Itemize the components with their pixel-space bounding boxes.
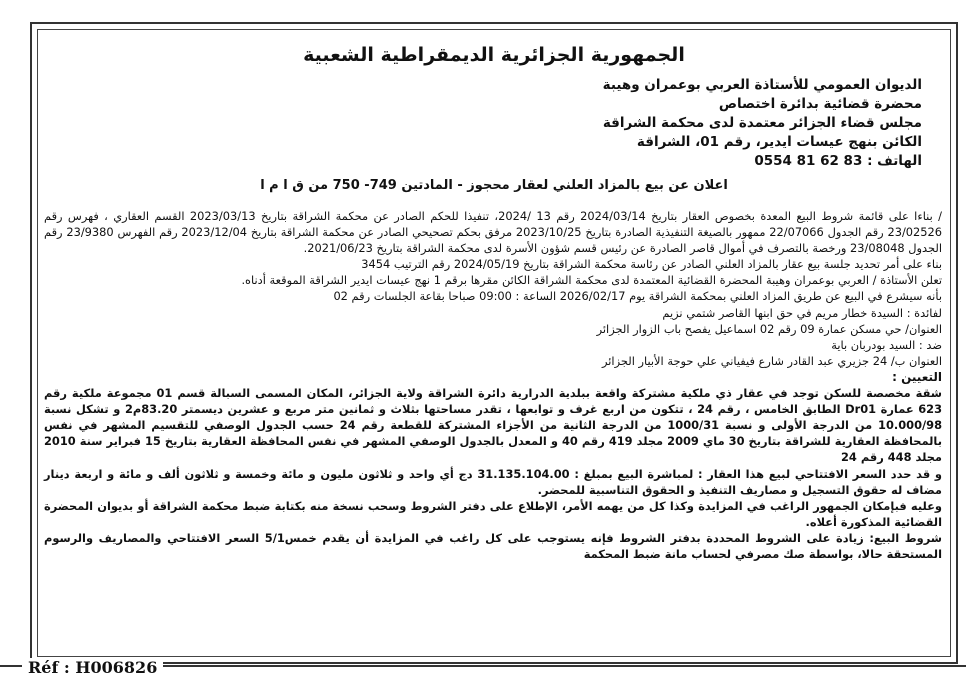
republic-title: الجمهورية الجزائرية الديمقراطية الشعبية [303,44,685,66]
designation-sale-conditions: شروط البيع: زيادة على الشروط المحددة بدفتر الشروط فإنه يستوجب على كل راغب في المزايدة أن يقدم خمس5/1 السعر الافتتاحي والمصاريف والرسوم المستحقة حالا، بواسطة صك مصرفي لحساب مانة ضبط المحكمة [44,530,942,561]
paragraph-debtor-address: العنوان ب/ 24 جزيري عبد القادر شارع فيفياني علي حوجة الأبيار الجزائر [601,353,942,368]
notice-body [44,208,942,562]
office-name: الديوان العمومي للأستاذة العربي بوعمران وهيبة [602,77,922,93]
designation-description: شقة مخصصة للسكن توجد في عقار ذي ملكية مشتركة واقعة ببلدية الدرارية دائرة الشراقة ولاية الجزائر، المكان المسمى السبالة قسم 01 مجموعة ملكية رقم 623 عمارة Dr01 الطابق الخامس ، رقم 24 ، تتكون من اربع غرف و توابعها ، تقدر مساحتها بثلاث و ثمانين متر مربع و عشرين ديسمتر 83.20م2 و تشكل نسبة 10.000/98 من الدرجة الأولى و نسبة 1000/31 من الدرجة الثانية من الأجزاء المشتركة للقطعة رقم 24 حسب الجدول الوصفي للتقسيم المشهر في نفس بالمحافظة العقارية للشراقة بتاريخ 30 ماي 2009 مجلد 419 رقم 40 و المعدل بالجدول الوصفي المشهر في نفس المحافظة العقارية بتاريخ 15 فبراير سنة 2010 مجلد 448 رقم 24 [44,386,943,465]
paragraph-announcer: تعلن الأستاذة / العربي بوعمران وهيبة المحضرة القضائية المعتمدة لدى محكمة الشراقة الكائن مقرها برقم 1 نهج عيسات ايدير الشراقة الموقعة أدناه. [241,273,942,288]
document-frame [30,22,958,664]
paragraph-hearing-order: بناء على أمر تحديد جلسة بيع عقار بالمزاد العلني الصادر عن رئاسة محكمة الشراقة بتاريخ 2024/05/19 رقم الترتيب 3454 [361,257,942,272]
phone-number: 0554 81 62 83 [754,153,863,169]
designation-public-notice: وعليه فبإمكان الجمهور الراغب في المزايدة وكذا كل من يهمه الأمر، الإطلاع على دفتر الشروط وسحب نسخة منه بكتابة ضبط محكمة الشراقة أو بديوان المحضرة القضائية المذكورة أعلاه. [44,498,942,529]
document-inner-border [37,29,951,657]
reference-number: Réf : H006826 [22,658,163,677]
phone-label: الهاتف : [867,153,922,169]
office-header [603,76,922,171]
designation-heading: التعيين : [892,369,942,384]
office-court: مجلس قضاء الجزائر معتمدة لدى محكمة الشراقة [602,115,922,131]
office-address: الكائن بنهج عيسات ايدير، رقم 01، الشراقة [636,134,922,150]
paragraph-beneficiary: لفائدة : السيدة خطار مريم في حق ابنها القاصر شتمي نزيم [662,305,942,320]
paragraph-basis: / بناءا على قائمة شروط البيع المعدة بخصوص العقار بتاريخ 2024/03/14 رقم 13 /2024، تنفيذا للحكم الصادر عن محكمة الشراقة بتاريخ 2023/03/13 القسم العقاري ، فهرس رقم 23/02526 رقم الجدول 22/07066 ممهور بالصيغة التنفيذية الصادرة بتاريخ 2023/10/25 مرفق بحكم تصحيحي الصادر عن محكمة الشراقة بتاريخ 2023/12/04 رقم الفهرس 23/9380 رقم الجدول 23/08048 ورخصة بالتصرف في أموال قاصر الصادرة عن رئيس قسم شؤون الأسرة لدى محكمة الشراقة بتاريخ 2021/06/23. [44,209,943,256]
paragraph-sale-date: بأنه سيشرع في البيع عن طريق المزاد العلني بمحكمة الشراقة يوم 2026/02/17 الساعة : 09:00 صباحا بقاعة الجلسات رقم 02 [333,289,942,304]
designation-opening-price: و قد حدد السعر الافتتاحي لبيع هذا العقار : لمباشرة البيع بمبلغ : 31.135.104.00 دج أي واحد و ثلاثون مليون و مائة وخمسة و ثلاثون ألف و مائة و اربعة دينار مضاف له حقوق التسجيل و مصاريف التنفيذ و الحقوق التناسبية للمحضر. [44,466,942,497]
announcement-title: اعلان عن بيع بالمزاد العلني لعقار محجوز - المادتين 749- 750 من ق ا م ا [260,178,728,193]
paragraph-debtor: ضد : السيد بودربان باية [831,337,942,352]
paragraph-beneficiary-address: العنوان/ حي مسكن عمارة 09 رقم 02 اسماعيل يفصح باب الزوار الجزائر [596,321,942,336]
office-phone-line [603,152,922,171]
office-role: محضرة قضائية بدائرة اختصاص [718,96,922,112]
